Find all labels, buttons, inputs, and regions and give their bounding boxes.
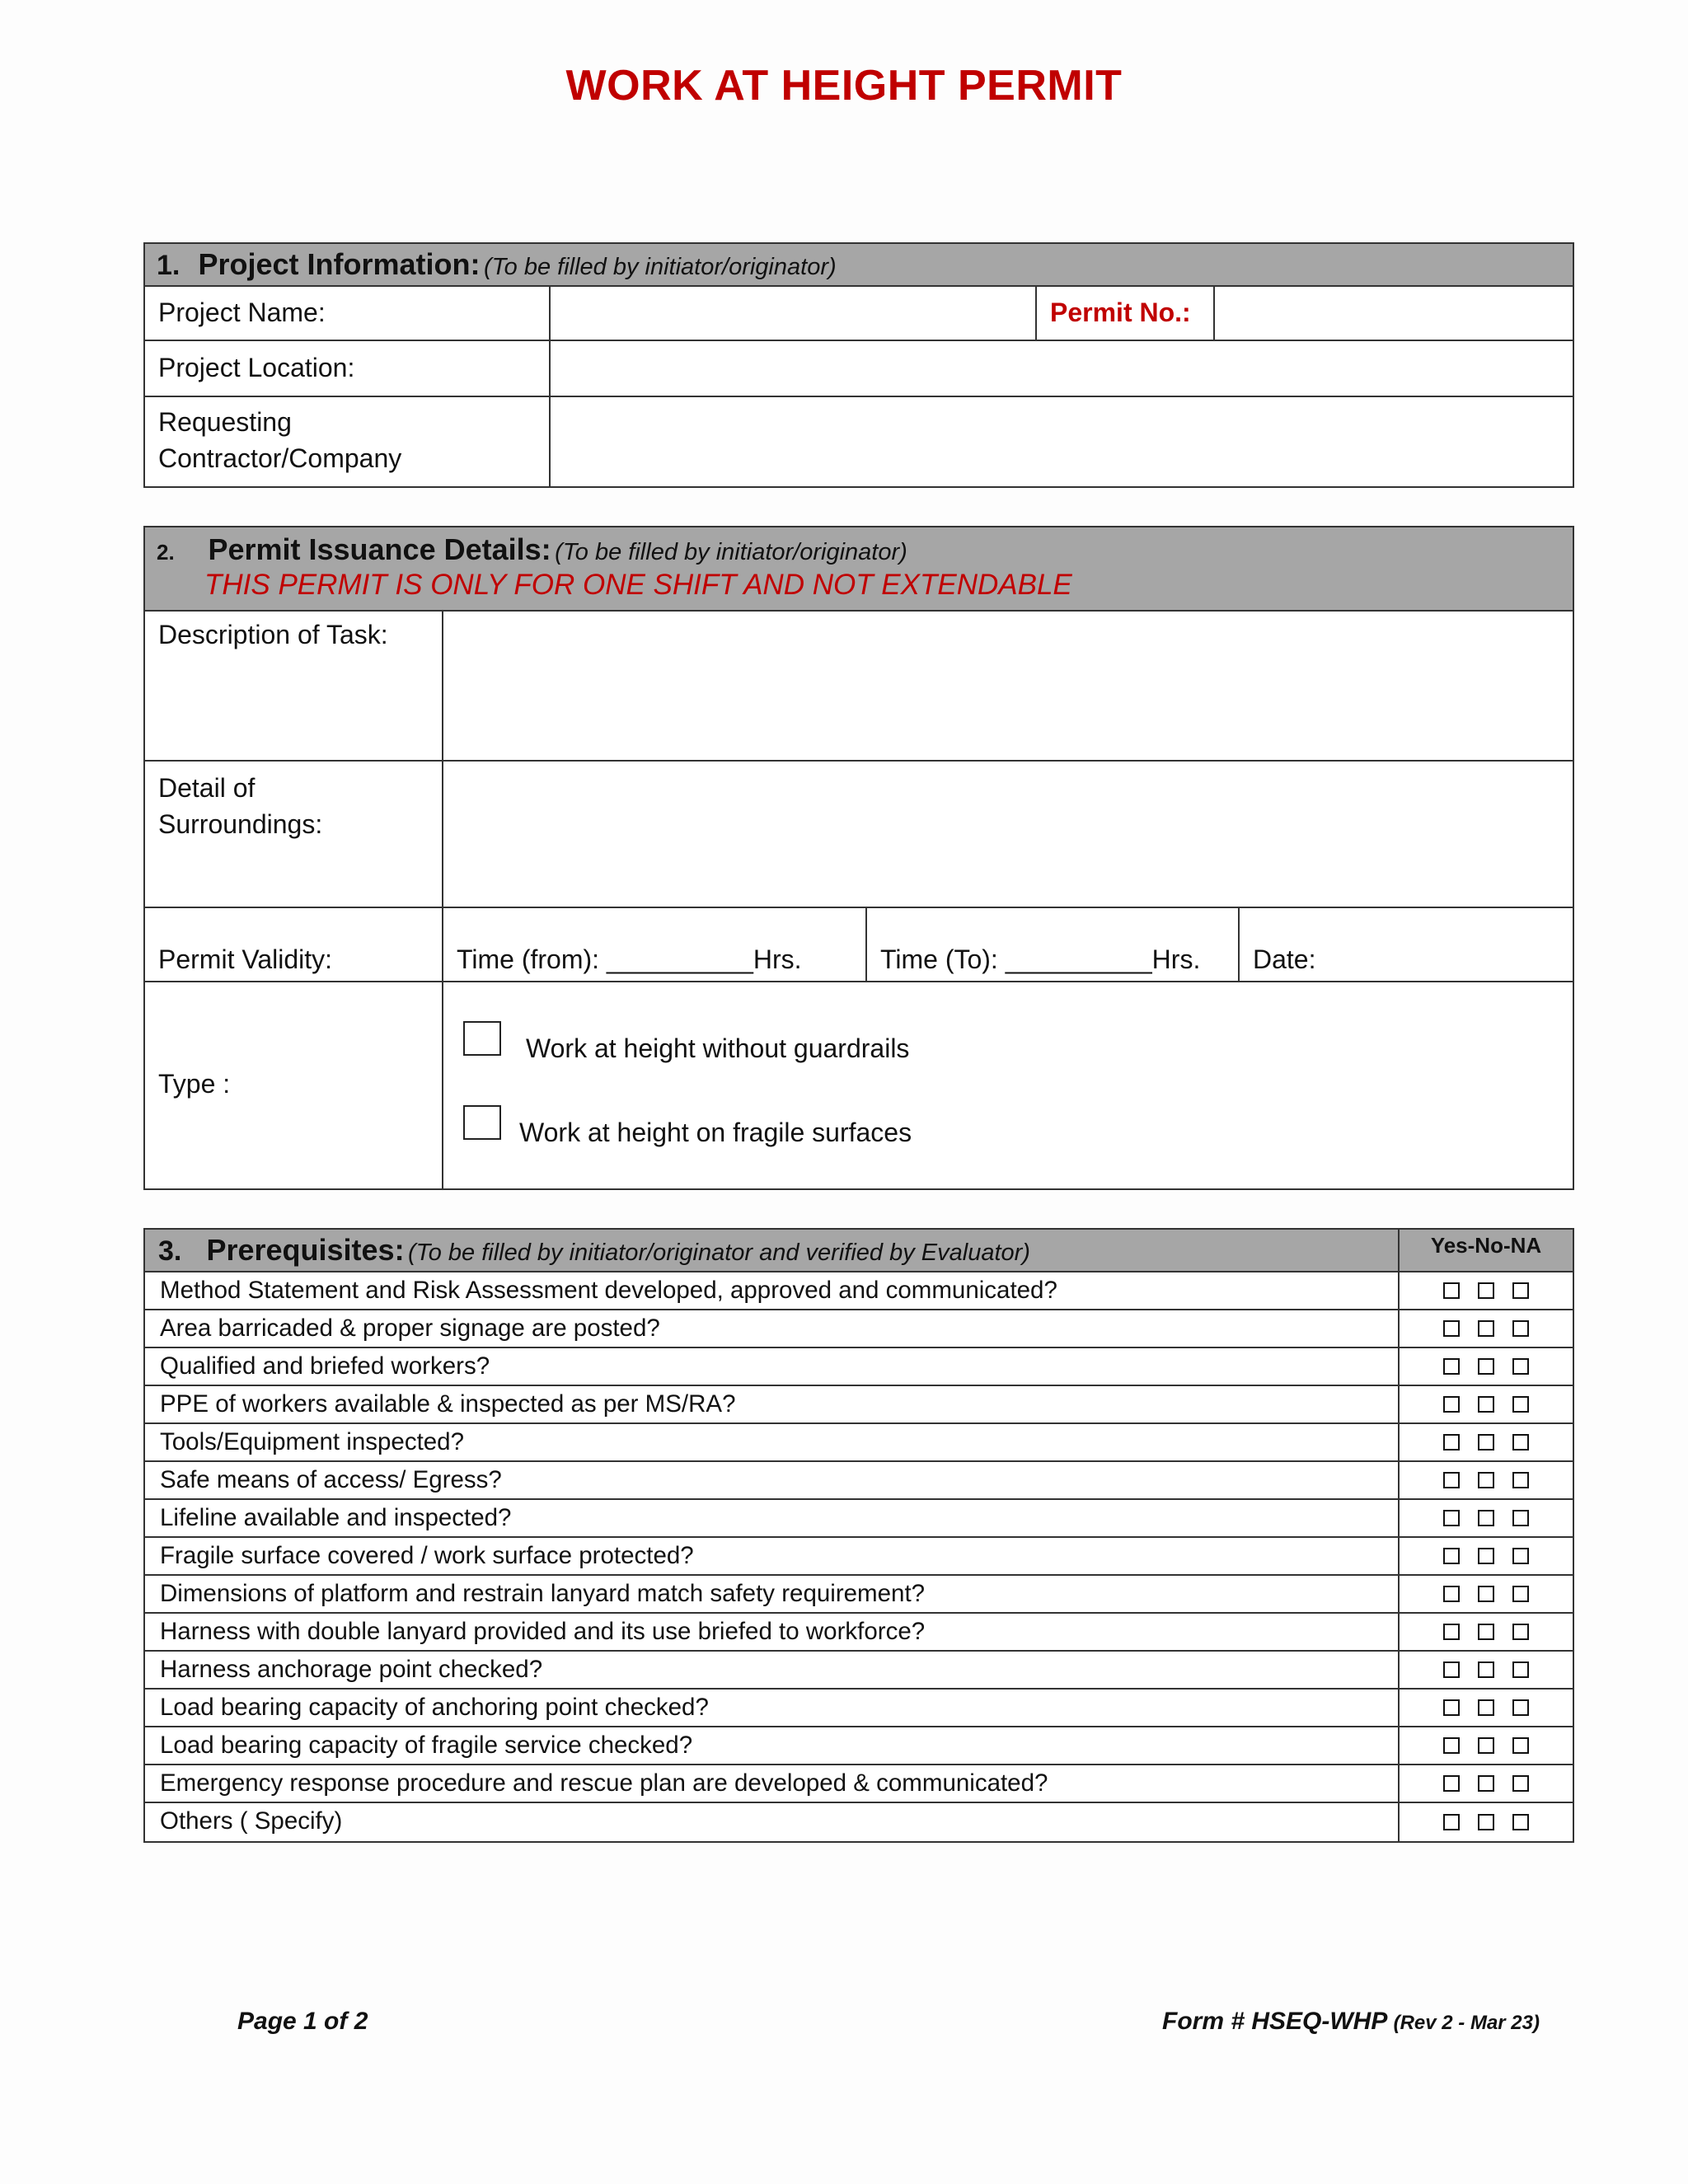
requesting-company-row (145, 397, 1573, 486)
checkbox-yes[interactable] (1443, 1699, 1460, 1716)
section-2-number: 2. (157, 540, 175, 565)
checkbox-no[interactable] (1478, 1320, 1494, 1337)
prerequisite-answer (1400, 1538, 1573, 1574)
surroundings-field[interactable] (443, 762, 1573, 907)
checkbox-yes[interactable] (1443, 1434, 1460, 1451)
checkbox-no[interactable] (1478, 1814, 1494, 1830)
prerequisite-row (145, 1500, 1573, 1538)
section-3-title-cell (145, 1230, 1400, 1271)
prerequisite-question: Lifeline available and inspected? (145, 1500, 1400, 1536)
checkbox-na[interactable] (1512, 1624, 1529, 1640)
checkbox-no[interactable] (1478, 1661, 1494, 1678)
permit-no-field[interactable] (1215, 287, 1573, 340)
prerequisite-row (145, 1386, 1573, 1424)
prerequisite-question: Dimensions of platform and restrain lanyard match safety requirement? (145, 1576, 1400, 1612)
prerequisite-row (145, 1462, 1573, 1500)
checkbox-no[interactable] (1478, 1586, 1494, 1602)
checkbox-yes[interactable] (1443, 1320, 1460, 1337)
checkbox-na[interactable] (1512, 1661, 1529, 1678)
section-2-note: (To be filled by initiator/originator) (555, 539, 907, 565)
type-label: Type : (145, 982, 443, 1188)
page-title: WORK AT HEIGHT PERMIT (565, 62, 1123, 110)
prerequisite-answer (1400, 1765, 1573, 1802)
project-name-label: Project Name: (145, 287, 551, 340)
description-field[interactable] (443, 612, 1573, 760)
page-number: Page 1 of 2 (237, 2008, 368, 2035)
validity-label: Permit Validity: (145, 908, 443, 981)
checkbox-yes[interactable] (1443, 1661, 1460, 1678)
checkbox-na[interactable] (1512, 1320, 1529, 1337)
type-option-fragile-label: Work at height on fragile surfaces (519, 1117, 912, 1147)
prerequisite-row (145, 1576, 1573, 1614)
surroundings-row (145, 762, 1573, 908)
checkbox-na[interactable] (1512, 1814, 1529, 1830)
prerequisite-answer (1400, 1272, 1573, 1309)
checkbox-yes[interactable] (1443, 1510, 1460, 1526)
prerequisite-row (145, 1348, 1573, 1386)
checkbox-yes[interactable] (1443, 1737, 1460, 1754)
section-1-title: Project Information: (198, 247, 481, 281)
section-3-number: 3. (158, 1235, 182, 1267)
prerequisite-answer (1400, 1803, 1573, 1841)
section-3-title: Prerequisites: (206, 1233, 405, 1267)
prerequisite-answer (1400, 1424, 1573, 1460)
prerequisites-table (143, 1228, 1574, 1843)
checkbox-no[interactable] (1478, 1699, 1494, 1716)
prerequisite-row (145, 1424, 1573, 1462)
checkbox-na[interactable] (1512, 1699, 1529, 1716)
prerequisite-answer (1400, 1500, 1573, 1536)
prerequisite-question: Harness anchorage point checked? (145, 1652, 1400, 1688)
type-row (145, 982, 1573, 1188)
prerequisite-question: Emergency response procedure and rescue plan are developed & communicated? (145, 1765, 1400, 1802)
prerequisite-question: Fragile surface covered / work surface protected? (145, 1538, 1400, 1574)
prerequisite-question: Safe means of access/ Egress? (145, 1462, 1400, 1498)
prerequisite-row (145, 1614, 1573, 1652)
section-3-note: (To be filled by initiator/originator and verified by Evaluator) (408, 1240, 1030, 1266)
checkbox-no[interactable] (1478, 1358, 1494, 1375)
prerequisite-question: Tools/Equipment inspected? (145, 1424, 1400, 1460)
checkbox-no[interactable] (1478, 1548, 1494, 1564)
surroundings-label-line1: Detail of (158, 773, 256, 803)
requesting-label-line2: Contractor/Company (158, 443, 402, 473)
project-location-row (145, 341, 1573, 397)
prerequisite-row (145, 1310, 1573, 1348)
prerequisite-answer (1400, 1576, 1573, 1612)
checkbox-na[interactable] (1512, 1358, 1529, 1375)
permit-issuance-table (143, 526, 1574, 1190)
checkbox-yes[interactable] (1443, 1814, 1460, 1830)
prerequisite-question: Area barricaded & proper signage are posted? (145, 1310, 1400, 1347)
prerequisite-answer (1400, 1348, 1573, 1385)
checkbox-na[interactable] (1512, 1282, 1529, 1299)
prerequisite-question: Harness with double lanyard provided and its use briefed to workforce? (145, 1614, 1400, 1650)
requesting-company-field[interactable] (551, 397, 1573, 486)
form-code: Form # HSEQ-WHP (1162, 2008, 1387, 2035)
prerequisite-question: Load bearing capacity of anchoring point checked? (145, 1690, 1400, 1726)
project-information-table (143, 242, 1574, 488)
checkbox-no[interactable] (1478, 1775, 1494, 1792)
checkbox-yes[interactable] (1443, 1396, 1460, 1413)
prerequisite-question: Qualified and briefed workers? (145, 1348, 1400, 1385)
section-2-title: Permit Issuance Details: (208, 532, 551, 566)
form-number (1162, 2008, 1540, 2036)
checkbox-na[interactable] (1512, 1510, 1529, 1526)
section-1-note: (To be filled by initiator/originator) (483, 254, 837, 280)
prerequisite-row (145, 1727, 1573, 1765)
date-field[interactable]: Date: (1253, 944, 1316, 974)
prerequisite-answer (1400, 1310, 1573, 1347)
section-3-header (145, 1230, 1573, 1272)
checkbox-yes[interactable] (1443, 1624, 1460, 1640)
checkbox-yes[interactable] (1443, 1775, 1460, 1792)
requesting-company-label (145, 397, 551, 486)
type-option-fragile[interactable] (463, 1103, 1559, 1151)
prerequisite-row (145, 1690, 1573, 1727)
checkbox-na[interactable] (1512, 1396, 1529, 1413)
validity-row (145, 908, 1573, 982)
surroundings-label (145, 762, 443, 907)
checkbox-no[interactable] (1478, 1737, 1494, 1754)
checkbox-na[interactable] (1512, 1586, 1529, 1602)
checkbox-fragile[interactable] (463, 1105, 501, 1140)
prerequisite-question: Others ( Specify) (145, 1803, 1400, 1841)
prerequisite-question: Method Statement and Risk Assessment developed, approved and communicated? (145, 1272, 1400, 1309)
section-2-header (145, 527, 1573, 612)
yes-no-na-header: Yes-No-NA (1430, 1233, 1542, 1258)
prerequisite-row (145, 1803, 1573, 1841)
checkbox-yes[interactable] (1443, 1358, 1460, 1375)
prerequisites-list (145, 1272, 1573, 1841)
checkbox-no[interactable] (1478, 1396, 1494, 1413)
prerequisite-row (145, 1765, 1573, 1803)
requesting-label-line1: Requesting (158, 407, 292, 437)
permit-no-label: Permit No.: (1037, 287, 1215, 340)
prerequisite-question: Load bearing capacity of fragile service checked? (145, 1727, 1400, 1764)
checkbox-na[interactable] (1512, 1737, 1529, 1754)
checkbox-na[interactable] (1512, 1775, 1529, 1792)
checkbox-no[interactable] (1478, 1624, 1494, 1640)
type-option-guardrails[interactable] (463, 1019, 1559, 1066)
checkbox-na[interactable] (1512, 1472, 1529, 1488)
project-name-field[interactable] (551, 287, 1037, 340)
prerequisite-answer (1400, 1690, 1573, 1726)
prerequisite-row (145, 1538, 1573, 1576)
project-location-label: Project Location: (145, 341, 551, 396)
prerequisite-row (145, 1272, 1573, 1310)
prerequisite-answer (1400, 1614, 1573, 1650)
checkbox-na[interactable] (1512, 1548, 1529, 1564)
shift-warning: THIS PERMIT IS ONLY FOR ONE SHIFT AND NOT EXTENDABLE (204, 569, 1072, 601)
prerequisite-answer (1400, 1386, 1573, 1422)
project-name-row (145, 287, 1573, 341)
checkbox-no[interactable] (1478, 1282, 1494, 1299)
prerequisite-question: PPE of workers available & inspected as per MS/RA? (145, 1386, 1400, 1422)
checkbox-yes[interactable] (1443, 1548, 1460, 1564)
checkbox-no[interactable] (1478, 1472, 1494, 1488)
prerequisite-answer (1400, 1727, 1573, 1764)
checkbox-yes[interactable] (1443, 1282, 1460, 1299)
form-revision: (Rev 2 - Mar 23) (1393, 2012, 1540, 2034)
description-label: Description of Task: (145, 612, 443, 760)
type-options (443, 982, 1573, 1188)
checkbox-no[interactable] (1478, 1434, 1494, 1451)
prerequisite-row (145, 1652, 1573, 1690)
project-location-field[interactable] (551, 341, 1573, 396)
checkbox-guardrails[interactable] (463, 1021, 501, 1056)
type-option-guardrails-label: Work at height without guardrails (526, 1033, 910, 1063)
checkbox-no[interactable] (1478, 1510, 1494, 1526)
time-from-field[interactable]: Time (from): __________Hrs. (443, 908, 867, 981)
surroundings-label-line2: Surroundings: (158, 809, 323, 839)
section-1-number: 1. (157, 250, 181, 281)
prerequisite-answer (1400, 1652, 1573, 1688)
checkbox-yes[interactable] (1443, 1586, 1460, 1602)
prerequisite-answer (1400, 1462, 1573, 1498)
time-to-field[interactable]: Time (To): __________Hrs. (867, 908, 1240, 981)
description-row (145, 612, 1573, 762)
checkbox-yes[interactable] (1443, 1472, 1460, 1488)
section-1-header (145, 244, 1573, 287)
checkbox-na[interactable] (1512, 1434, 1529, 1451)
